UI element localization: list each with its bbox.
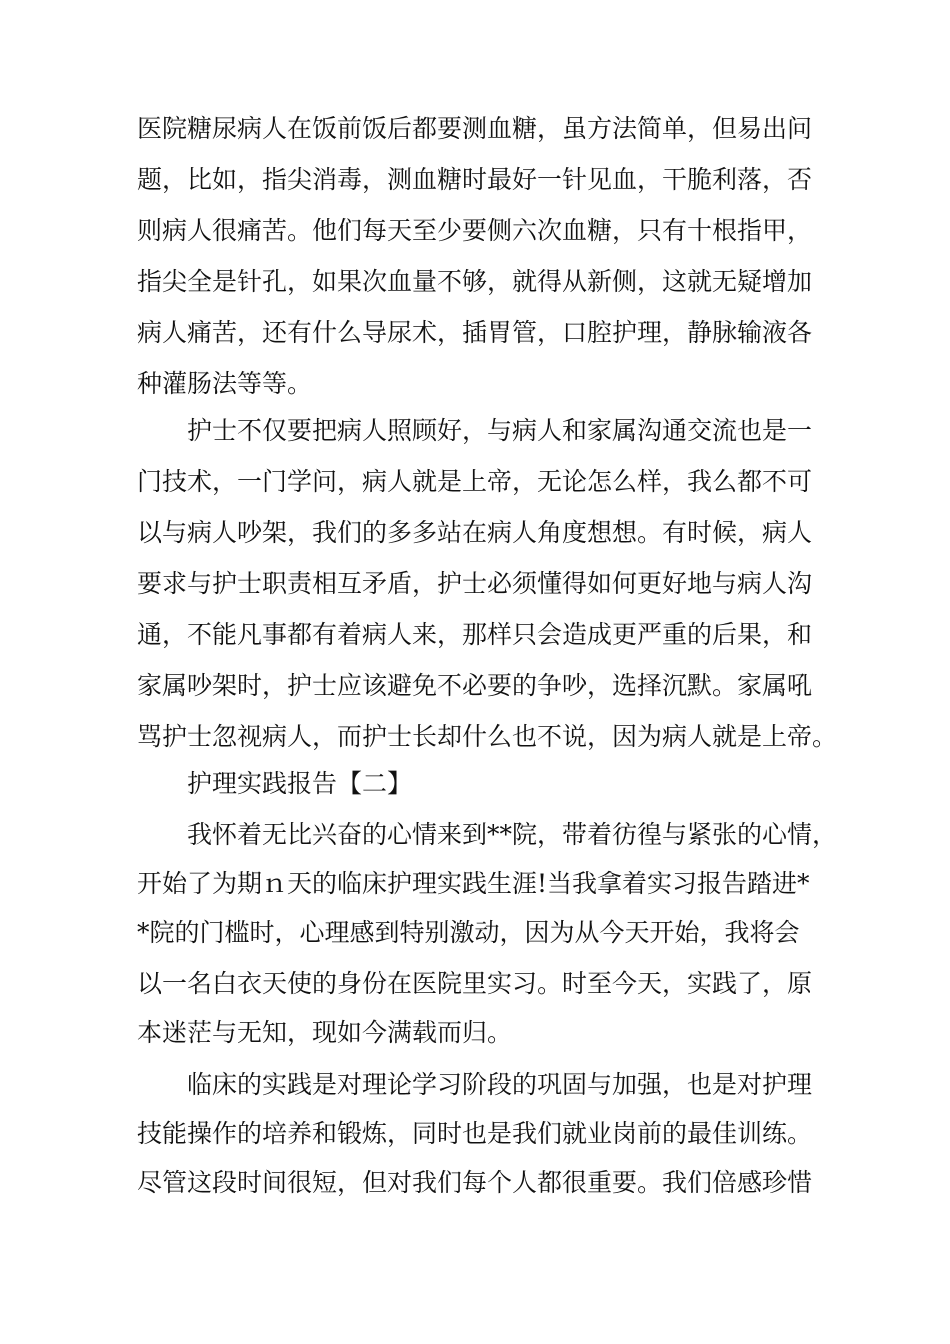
text-line: 开始了为期ｎ天的临床护理实践生涯!当我拿着实习报告踏进* — [137, 869, 810, 898]
text-line: 要求与护士职责相互矛盾，护士必须懂得如何更好地与病人沟 — [137, 569, 813, 598]
text-line: 医院糖尿病人在饭前饭后都要测血糖，虽方法简单，但易出问 — [137, 114, 813, 143]
text-line: 护士不仅要把病人照顾好，与病人和家属沟通交流也是一 — [187, 416, 813, 445]
text-line: 通，不能凡事都有着病人来，那样只会造成更严重的后果，和 — [137, 620, 813, 649]
text-line: 种灌肠法等等。 — [137, 369, 313, 398]
text-line: 题，比如，指尖消毒，测血糖时最好一针见血，干脆利落，否 — [137, 165, 813, 194]
text-line: 以与病人吵架，我们的多多站在病人角度想想。有时候，病人 — [137, 518, 813, 547]
text-line: 以一名白衣天使的身份在医院里实习。时至今天，实践了，原 — [137, 969, 813, 998]
text-line: 技能操作的培养和锻炼，同时也是我们就业岗前的最佳训练。 — [137, 1119, 813, 1148]
text-line: 家属吵架时，护士应该避免不必要的争吵，选择沉默。家属吼 — [137, 671, 813, 700]
text-line: *院的门槛时，心理感到特别激动，因为从今天开始，我将会 — [137, 918, 800, 947]
text-line: 骂护士忽视病人，而护士长却什么也不说，因为病人就是上帝。 — [137, 722, 838, 751]
text-line: 门技术，一门学问，病人就是上帝，无论怎么样，我么都不可 — [137, 467, 813, 496]
section-heading: 护理实践报告【二】 — [187, 769, 413, 798]
text-line: 本迷茫与无知，现如今满载而归。 — [137, 1018, 513, 1047]
text-line: 指尖全是针孔，如果次血量不够，就得从新侧，这就无疑增加 — [137, 267, 813, 296]
text-line: 病人痛苦，还有什么导尿术，插胃管，口腔护理，静脉输液各 — [137, 318, 813, 347]
text-line: 我怀着无比兴奋的心情来到**院，带着彷徨与紧张的心情， — [187, 820, 838, 849]
text-line: 临床的实践是对理论学习阶段的巩固与加强，也是对护理 — [187, 1070, 813, 1099]
text-line: 尽管这段时间很短，但对我们每个人都很重要。我们倍感珍惜 — [137, 1168, 813, 1197]
text-line: 则病人很痛苦。他们每天至少要侧六次血糖，只有十根指甲， — [137, 216, 813, 245]
